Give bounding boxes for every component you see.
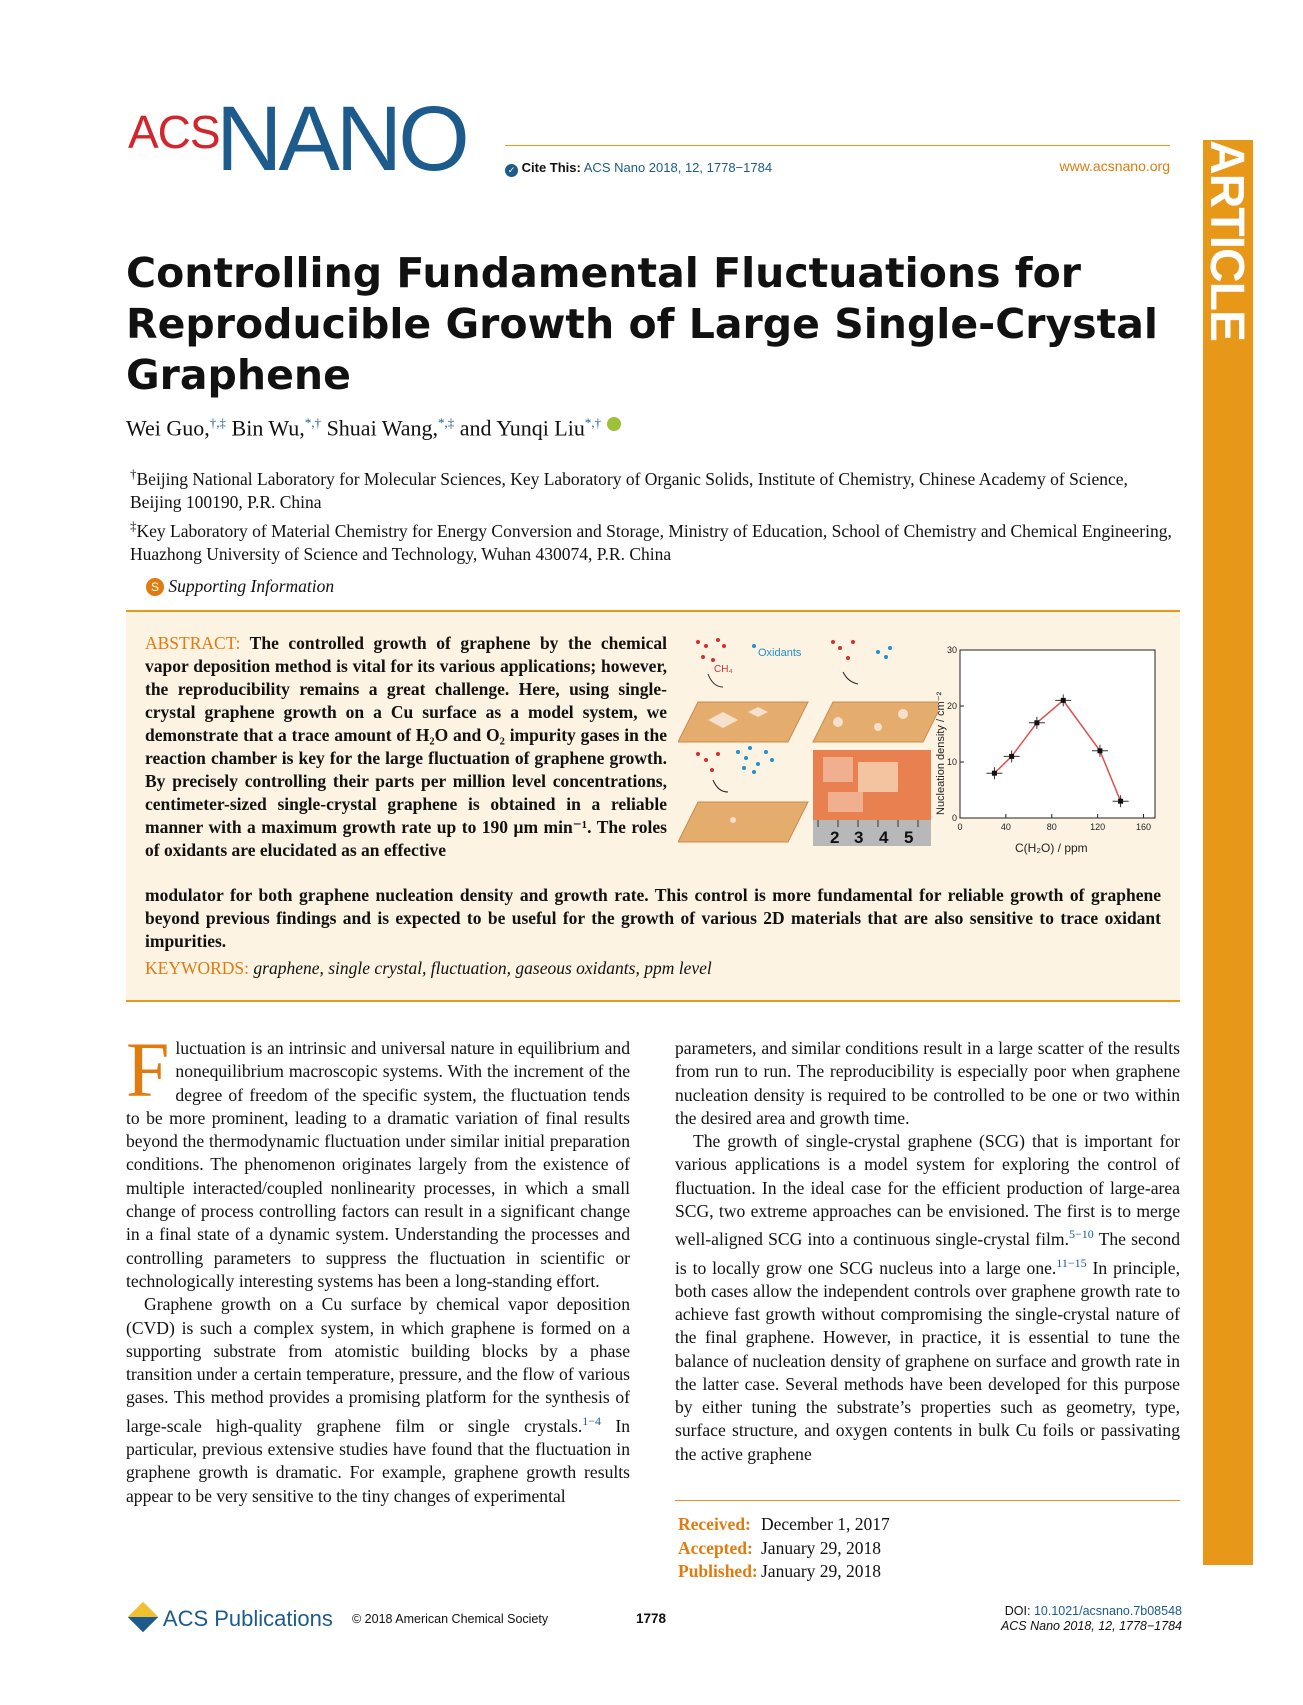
keywords-label: KEYWORDS:: [145, 958, 250, 978]
journal-reference: ACS Nano 2018, 12, 1778−1784: [1000, 1619, 1182, 1633]
paragraph-text: In particular, previous extensive studies have found that the fluctuation in graphene growth is dramatic. For example, graphene growth results appear to be very sensitive to the tiny changes of experimental: [126, 1415, 630, 1506]
affiliation-1: [130, 462, 1182, 514]
dropcap: F: [126, 1026, 170, 1113]
author-name[interactable]: Bin Wu,: [231, 415, 305, 441]
author-affil-mark: *,†: [584, 415, 602, 430]
cite-this[interactable]: [505, 160, 772, 177]
label-ch4: CH₄: [714, 664, 733, 675]
journal-url[interactable]: www.acsnano.org: [1059, 158, 1170, 174]
journal-logo: [128, 88, 508, 195]
chart-xlabel: C(H₂O) / ppm: [1015, 841, 1088, 855]
ruler-label: 5: [904, 828, 914, 847]
schematic-panel-2: [813, 640, 938, 742]
ruler-label: 2: [830, 828, 840, 847]
chart-frame: [960, 650, 1155, 818]
graphene-photo: [813, 750, 931, 847]
x-tick-label: 120: [1090, 822, 1106, 832]
data-point: [1009, 754, 1014, 759]
supporting-info-icon: S: [146, 578, 164, 596]
data-point: [1061, 698, 1066, 703]
label-oxidants: Oxidants: [758, 647, 802, 659]
affil-mark: †: [130, 466, 137, 481]
cite-text[interactable]: ACS Nano 2018, 12, 1778−1784: [583, 160, 773, 175]
copyright: © 2018 American Chemical Society: [352, 1612, 549, 1626]
paragraph-1: [126, 1026, 630, 1293]
doi-block: [1001, 1604, 1182, 1634]
data-point: [1118, 799, 1123, 804]
nucleation-density-chart: [930, 630, 1170, 860]
accepted-date: January 29, 2018: [761, 1537, 882, 1558]
y-tick-label: 0: [951, 813, 957, 823]
ruler-label: 3: [854, 828, 864, 847]
article-title: [126, 248, 1186, 401]
accepted-label: Accepted:: [678, 1537, 753, 1558]
chart-ylabel: Nucleation density / cm⁻²: [935, 691, 947, 815]
affil-mark: ‡: [130, 518, 137, 533]
publisher-name: ACS Publications: [162, 1606, 333, 1631]
abstract-text-part1: [145, 632, 667, 862]
paragraph-text: The second is to locally grow one SCG nucleus into a large one.: [675, 1229, 1181, 1278]
citation-link[interactable]: 1−4: [582, 1413, 602, 1428]
y-tick-label: 10: [946, 757, 957, 767]
publisher-logo[interactable]: [128, 1602, 333, 1632]
title-line-3: Graphene: [126, 351, 351, 399]
published-date: January 29, 2018: [761, 1561, 882, 1581]
paragraph-text: In principle, both cases allow the independent controls over graphene growth rate to achieve fast growth without compromising the single-crystal nature of the final graphene. However, in practice, it is essential to tune the balance of nucleation density of graphene on surface and growth rate in the latter case. Several methods have been developed for this purpose by either tuning the substrate’s properties such as geometry, type, surface structure, and oxygen contents in bulk Cu foils or passivating the active graphene: [675, 1257, 1180, 1464]
check-icon: ✓: [505, 164, 518, 177]
paragraph-text: parameters, and similar conditions result in a large scatter of the results from run to run. The reproducibility is especially poor when graphene nucleation density is required to be controlled to be one or two within the desired area and growth time.: [675, 1038, 1180, 1128]
doi-link[interactable]: 10.1021/acsnano.7b08548: [1033, 1604, 1182, 1618]
author-affil-mark: *,‡: [438, 415, 455, 430]
y-tick-label: 20: [946, 701, 957, 711]
side-article-tab: [1203, 140, 1253, 1565]
cite-label: Cite This:: [521, 160, 581, 175]
schematic-panel-1: [678, 638, 808, 742]
body-column-2: [675, 1037, 1180, 1466]
dates-rule: [675, 1500, 1180, 1501]
paragraph-3: [675, 1130, 1180, 1466]
citation-link[interactable]: 5−10: [1069, 1227, 1094, 1242]
data-point: [1034, 720, 1039, 725]
schematic-panel-3: [678, 746, 808, 842]
page-number: 1778: [636, 1611, 667, 1626]
paragraph-text: The growth of single-crystal graphene (SCG) that is important for various applications is a model system for exploring the control of fluctuation. In the ideal case for the efficient production of large-area SCG, two extreme approaches can be envisioned. The first is to merge well-aligned SCG into a continuous single-crystal film.: [675, 1131, 1180, 1250]
author-name[interactable]: Wei Guo,: [126, 415, 210, 441]
body-column-1: [126, 1026, 630, 1508]
keywords-list: graphene, single crystal, fluctuation, gaseous oxidants, ppm level: [253, 958, 712, 978]
received-row: [678, 1513, 890, 1537]
y-tick-label: 30: [946, 645, 957, 655]
author-affil-mark: *,†: [304, 415, 322, 430]
data-point: [1097, 748, 1102, 753]
paragraph-text: Graphene growth on a Cu surface by chemical vapor deposition (CVD) is such a complex system, in which graphene is formed on a supporting substrate from atomistic building blocks by a phase transition under a certain temperature, pressure, and the flow of various gases. This method provides a promising platform for the synthesis of large-scale high-quality graphene film or single crystals.: [126, 1294, 630, 1436]
published-row: [678, 1560, 890, 1584]
citation-link[interactable]: 11−15: [1056, 1255, 1087, 1270]
side-article-label: ARTICLE: [1200, 140, 1253, 341]
doi-label: DOI:: [1004, 1604, 1031, 1618]
paragraph-text: luctuation is an intrinsic and universal nature in equilibrium and nonequilibrium macroscopic systems. With the increment of the degree of freedom of the specific system, the fluctuation tends to be more prominent, leading to a dramatic variation of final results beyond the thermodynamic fluctuation under similar initial preparation conditions. The phenomenon originates largely from the existence of multiple interacted/coupled nonlinearity processes, in which a small change of process controlling factors can result in a significant change in a final state of a dynamic system. Understanding the processes and controlling parameters to suppress the fluctuation in scientific or technologically interesting systems has been a long-standing effort.: [126, 1038, 630, 1291]
article-dates: [678, 1513, 890, 1584]
abstract-label: ABSTRACT:: [145, 633, 241, 653]
author-list: [126, 415, 621, 441]
supporting-information-link[interactable]: [146, 576, 334, 597]
logo-acs-text: ACS: [128, 106, 220, 158]
keywords: [145, 958, 712, 979]
toc-schematic: [678, 632, 938, 852]
received-label: Received:: [678, 1514, 751, 1534]
x-tick-label: 0: [957, 822, 963, 832]
affil-text: Key Laboratory of Material Chemistry for Energy Conversion and Storage, Ministry of Education, School of Chemistry and Chemical Engineering, Huazhong University of Science and Technology, Wuhan 430074, P.R. China: [130, 520, 1172, 564]
abstract-text-part2: [145, 884, 1161, 953]
x-tick-label: 80: [1046, 822, 1057, 832]
affiliation-2: [130, 514, 1182, 566]
x-tick-label: 40: [1000, 822, 1011, 832]
title-line-2: Reproducible Growth of Large Single-Crystal: [126, 300, 1158, 348]
abstract-body-1: The controlled growth of graphene by the chemical vapor deposition method is vital for its various applications; however, the reproducibility remains a great challenge. Here, using single-crystal graphene growth on a Cu surface as a model system, we demonstrate that a trace amount of H₂O and O₂ impurity gases in the reaction chamber is key for the large fluctuation of graphene growth. By precisely controlling their parts per million level concentrations, centimeter-sized single-crystal graphene is obtained in a reliable manner with a maximum growth rate up to 190 μm min⁻¹. The roles of oxidants are elucidated as an effective: [145, 633, 667, 860]
supporting-info-label[interactable]: Supporting Information: [168, 576, 335, 596]
published-label: Published:: [678, 1561, 758, 1581]
x-tick-label: 160: [1136, 822, 1152, 832]
orcid-icon[interactable]: [607, 417, 621, 431]
author-name[interactable]: Shuai Wang,: [326, 415, 439, 441]
accepted-row: [678, 1537, 890, 1561]
data-point: [992, 771, 997, 776]
acs-publications-icon: [128, 1602, 159, 1633]
logo-nano-text: NANO: [216, 88, 466, 190]
affil-text: Beijing National Laboratory for Molecular Sciences, Key Laboratory of Organic Solids, Institute of Chemistry, Chinese Academy of Science, Beijing 100190, P.R. China: [130, 468, 1128, 512]
paragraph-2: [126, 1293, 630, 1508]
author-name[interactable]: and Yunqi Liu: [459, 415, 585, 441]
abstract-body-2: modulator for both graphene nucleation density and growth rate. This control is more fundamental for reliable growth of graphene beyond previous findings and is expected to be useful for the growth of various 2D materials that are also sensitive to trace oxidant impurities.: [145, 885, 1161, 951]
received-date: December 1, 2017: [761, 1514, 890, 1534]
author-affil-mark: †,‡: [209, 415, 227, 430]
header-rule: [505, 145, 1170, 146]
ruler-label: 4: [879, 828, 889, 847]
title-line-1: Controlling Fundamental Fluctuations for: [126, 249, 1081, 297]
